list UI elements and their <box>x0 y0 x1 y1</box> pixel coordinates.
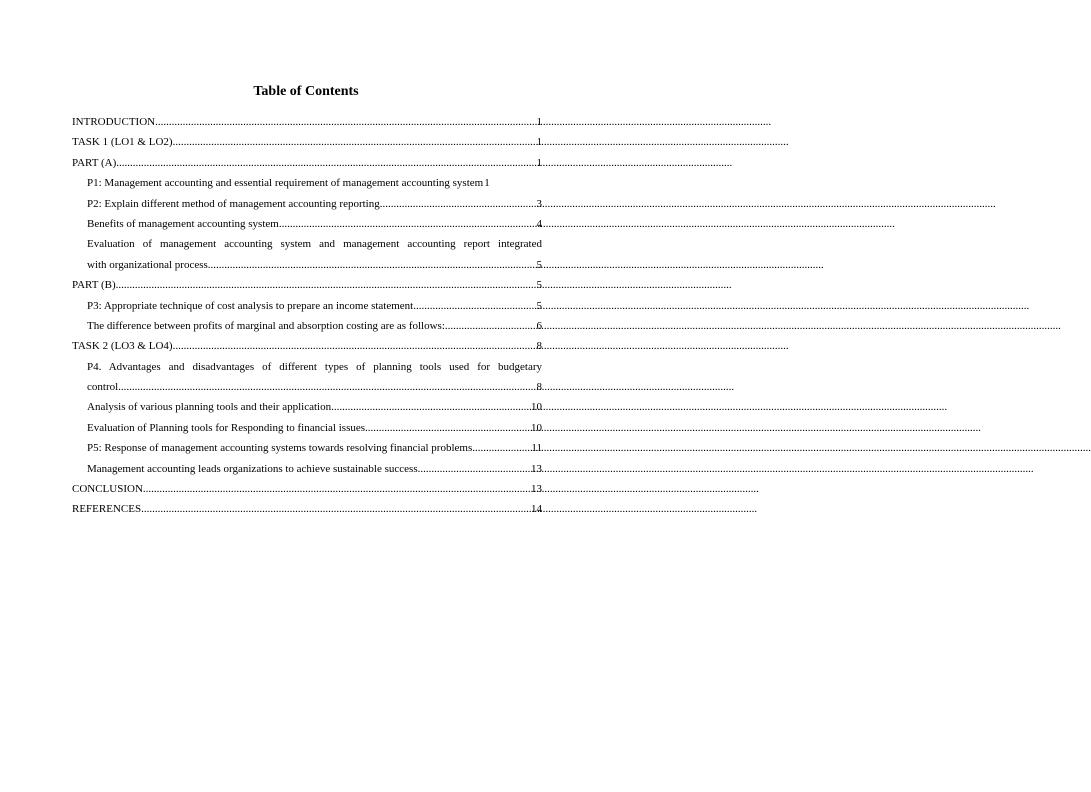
dot-leader <box>445 316 536 336</box>
toc-page-number: 1 <box>536 115 542 128</box>
toc-entry-text-line1: Evaluation of management accounting system and management accounting report integrated <box>87 238 542 251</box>
toc-entry-text: TASK 1 (LO1 & LO2) <box>72 136 173 149</box>
dot-leader <box>331 397 530 417</box>
toc-entry-text: PART (A) <box>72 156 117 169</box>
toc-entry[interactable] <box>72 132 542 152</box>
dot-leader <box>173 336 536 356</box>
toc-subentry[interactable] <box>72 234 542 275</box>
toc-page-number: 14 <box>531 503 542 516</box>
toc-page-number: 3 <box>536 197 542 210</box>
toc-page-number: 1 <box>536 136 542 149</box>
toc-subentry[interactable] <box>72 214 542 234</box>
toc-page-number: 1 <box>536 156 542 169</box>
toc-entry-text: P1: Management accounting and essential requirement of management accounting system <box>87 177 484 190</box>
toc-entry-text: control <box>87 381 119 394</box>
toc-page-number: 5 <box>536 299 542 312</box>
toc-entry[interactable] <box>72 275 542 295</box>
dot-leader <box>141 499 530 519</box>
toc-entry-text: CONCLUSION <box>72 483 143 496</box>
dot-leader <box>173 132 536 152</box>
dot-leader <box>365 418 530 438</box>
toc-page-number: 10 <box>531 421 542 434</box>
toc-entry-text: The difference between profits of marginal and absorption costing are as follows: <box>87 319 445 332</box>
toc-entry-text: INTRODUCTION <box>72 115 156 128</box>
toc-subentry[interactable] <box>72 397 542 417</box>
toc-page-number: 10 <box>531 401 542 414</box>
toc-page-number: 5 <box>536 258 542 271</box>
toc-entry-text: REFERENCES <box>72 503 142 516</box>
toc-page-number: 13 <box>531 462 542 475</box>
dot-leader <box>118 377 535 397</box>
dot-leader <box>155 112 535 132</box>
toc-entry[interactable] <box>72 479 542 499</box>
toc-entry-text: with organizational process <box>87 258 208 271</box>
toc-page-number: 8 <box>536 381 542 394</box>
toc-list <box>72 112 542 520</box>
toc-entry-text: Analysis of various planning tools and their application <box>87 401 332 414</box>
dot-leader <box>475 438 530 458</box>
dot-leader <box>380 194 536 214</box>
toc-entry[interactable] <box>72 112 542 132</box>
toc-page-number: 11 <box>531 442 542 455</box>
toc-entry-text: Evaluation of Planning tools for Responding to financial issues <box>87 421 366 434</box>
toc-entry-text: Management accounting leads organizations to achieve sustainable success <box>87 462 418 475</box>
toc-entry[interactable] <box>72 153 542 173</box>
toc-title: Table of Contents <box>253 84 359 99</box>
toc-entry-text: P5: Response of management accounting systems towards resolving financial problems. <box>87 442 475 455</box>
toc-entry-text: PART (B) <box>72 279 116 292</box>
toc-entry-text: Benefits of management accounting system <box>87 217 279 230</box>
toc-subentry[interactable] <box>72 296 542 316</box>
toc-subentry[interactable] <box>72 173 542 193</box>
toc-subentry[interactable] <box>72 194 542 214</box>
toc-entry-text: TASK 2 (LO3 & LO4) <box>72 340 173 353</box>
toc-page-number: 5 <box>536 279 542 292</box>
toc-page-number: 4 <box>536 217 542 230</box>
toc-subentry[interactable] <box>72 316 542 336</box>
dot-leader <box>143 479 530 499</box>
dot-leader <box>279 214 536 234</box>
toc-entry-text: P2: Explain different method of management accounting reporting <box>87 197 380 210</box>
dot-leader <box>116 153 535 173</box>
toc-entry-text-line1: P4. Advantages and disadvantages of different types of planning tools used for budgetary <box>87 360 542 373</box>
toc-entry[interactable] <box>72 499 542 519</box>
dot-leader <box>418 459 530 479</box>
dot-leader <box>413 296 535 316</box>
dot-leader <box>116 275 536 295</box>
toc-page-number: 1 <box>484 177 490 190</box>
toc-subentry[interactable] <box>72 438 542 458</box>
toc-entry[interactable] <box>72 336 542 356</box>
dot-leader <box>208 255 536 275</box>
toc-subentry[interactable] <box>72 357 542 398</box>
toc-entry-text: P3: Appropriate technique of cost analysis to prepare an income statement <box>87 299 414 312</box>
toc-subentry[interactable] <box>72 459 542 479</box>
toc-page-number: 13 <box>531 483 542 496</box>
toc-page-number: 6 <box>536 319 542 332</box>
toc-page-number: 8 <box>536 340 542 353</box>
toc-subentry[interactable] <box>72 418 542 438</box>
